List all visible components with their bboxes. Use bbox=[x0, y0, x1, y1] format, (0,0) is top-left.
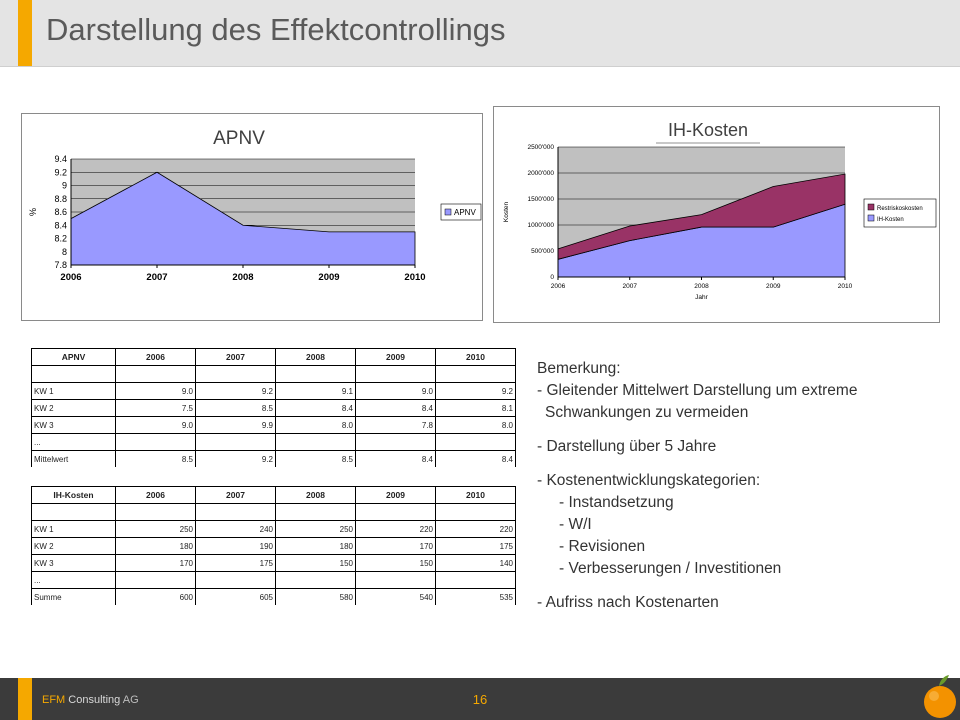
y-axis-label: Kosten bbox=[503, 201, 510, 223]
y-tick-label: 9 bbox=[61, 180, 67, 191]
table-cell: 8.0 bbox=[276, 417, 356, 434]
company-ag: AG bbox=[122, 694, 139, 706]
table-header-cell: 2006 bbox=[116, 349, 196, 366]
table-header-cell: 2009 bbox=[356, 487, 436, 504]
chart-title-underline bbox=[656, 142, 760, 144]
y-tick-label: 8.8 bbox=[54, 193, 67, 204]
apnv-chart bbox=[21, 113, 483, 321]
company-name bbox=[42, 694, 139, 706]
table-cell: 8.4 bbox=[356, 400, 436, 417]
table-cell bbox=[356, 504, 436, 521]
table-header-cell: IH-Kosten bbox=[32, 487, 116, 504]
header-accent-bar bbox=[18, 0, 32, 66]
table-cell: 605 bbox=[196, 589, 276, 606]
table-header-cell: 2008 bbox=[276, 349, 356, 366]
table-cell: ... bbox=[32, 434, 116, 451]
table-row bbox=[32, 383, 516, 400]
table-cell: 540 bbox=[356, 589, 436, 606]
table-cell bbox=[436, 572, 516, 589]
table-cell: 9.2 bbox=[436, 383, 516, 400]
table-header-cell: 2006 bbox=[116, 487, 196, 504]
table-cell: KW 1 bbox=[32, 383, 116, 400]
y-tick-label: 7.8 bbox=[54, 260, 67, 270]
table-cell: 8.1 bbox=[436, 400, 516, 417]
ih-kosten-table bbox=[31, 486, 516, 605]
table-cell: 250 bbox=[276, 521, 356, 538]
x-tick-label: 2008 bbox=[232, 272, 254, 283]
remark-category-investitionen: - Verbesserungen / Investitionen bbox=[559, 560, 782, 577]
table-cell: 9.2 bbox=[196, 383, 276, 400]
table-cell: 8.5 bbox=[196, 400, 276, 417]
x-tick-label: 2007 bbox=[622, 283, 637, 290]
table-cell: 240 bbox=[196, 521, 276, 538]
table-cell: 8.5 bbox=[276, 451, 356, 468]
table-cell: 180 bbox=[116, 538, 196, 555]
table-cell bbox=[276, 572, 356, 589]
table-cell bbox=[32, 366, 116, 383]
table-cell: 8.4 bbox=[356, 451, 436, 468]
page-title: Darstellung des Effektcontrollings bbox=[46, 12, 506, 47]
table-cell: 140 bbox=[436, 555, 516, 572]
remark-category-revisionen: - Revisionen bbox=[559, 538, 646, 555]
table-cell bbox=[436, 366, 516, 383]
x-tick-label: 2010 bbox=[404, 272, 426, 283]
y-tick-label: 8 bbox=[61, 246, 67, 257]
table-row bbox=[32, 555, 516, 572]
x-tick-label: 2009 bbox=[318, 272, 340, 283]
table-cell bbox=[196, 572, 276, 589]
table-row bbox=[32, 451, 516, 468]
y-tick-label: 1000'000 bbox=[527, 222, 554, 230]
table-cell: Mittelwert bbox=[32, 451, 116, 468]
table-cell: KW 1 bbox=[32, 521, 116, 538]
table-cell: 220 bbox=[356, 521, 436, 538]
table-cell: Summe bbox=[32, 589, 116, 606]
y-tick-label: 2000'000 bbox=[527, 170, 554, 178]
remark-moving-average-cont: Schwankungen zu vermeiden bbox=[545, 404, 749, 421]
table-cell: 150 bbox=[356, 555, 436, 572]
table-cell bbox=[196, 434, 276, 451]
y-tick-label: 0 bbox=[550, 274, 554, 282]
legend-swatch bbox=[868, 204, 874, 210]
table-cell: 8.4 bbox=[276, 400, 356, 417]
slide-header bbox=[0, 0, 960, 67]
table-cell: 600 bbox=[116, 589, 196, 606]
x-tick-label: 2006 bbox=[60, 272, 82, 283]
table-cell bbox=[436, 434, 516, 451]
page-number: 16 bbox=[472, 692, 488, 707]
y-tick-label: 1500'000 bbox=[527, 196, 554, 204]
y-tick-label: 8.4 bbox=[54, 220, 67, 231]
legend-label: IH-Kosten bbox=[877, 217, 904, 223]
table-cell: 9.0 bbox=[116, 417, 196, 434]
remark-cost-categories: - Kostenentwicklungskategorien: bbox=[537, 472, 761, 489]
table-cell: 9.0 bbox=[356, 383, 436, 400]
table-cell: 7.8 bbox=[356, 417, 436, 434]
chart-title: APNV bbox=[213, 128, 265, 149]
table-cell bbox=[116, 434, 196, 451]
x-tick-label: 2007 bbox=[146, 272, 168, 283]
legend-swatch bbox=[445, 209, 451, 215]
table-header-cell: APNV bbox=[32, 349, 116, 366]
table-cell: 170 bbox=[116, 555, 196, 572]
table-row bbox=[32, 417, 516, 434]
company-consulting: Consulting bbox=[68, 694, 121, 706]
table-cell bbox=[356, 366, 436, 383]
table-cell bbox=[356, 572, 436, 589]
table-header-cell: 2007 bbox=[196, 487, 276, 504]
table-cell: KW 3 bbox=[32, 417, 116, 434]
apnv-chart-svg bbox=[22, 114, 482, 320]
x-tick-label: 2006 bbox=[550, 283, 566, 290]
footer-accent-bar bbox=[18, 678, 32, 720]
company-efm: EFM bbox=[42, 694, 66, 706]
x-axis-label: Jahr bbox=[695, 294, 708, 301]
table-cell bbox=[116, 572, 196, 589]
table-cell: KW 2 bbox=[32, 400, 116, 417]
table-cell bbox=[32, 504, 116, 521]
legend-label: APNV bbox=[454, 208, 476, 217]
table-cell bbox=[116, 504, 196, 521]
table-cell: KW 3 bbox=[32, 555, 116, 572]
orange-logo-icon bbox=[920, 672, 960, 720]
table-cell bbox=[196, 504, 276, 521]
y-tick-label: 2500'000 bbox=[527, 144, 554, 152]
table-cell: 250 bbox=[116, 521, 196, 538]
remark-category-wi: - W/I bbox=[559, 516, 592, 533]
y-tick-label: 9.2 bbox=[54, 167, 67, 178]
table-cell: 8.0 bbox=[436, 417, 516, 434]
table-cell bbox=[356, 434, 436, 451]
table-row bbox=[32, 400, 516, 417]
slide-footer bbox=[0, 678, 960, 720]
table-cell: ... bbox=[32, 572, 116, 589]
table-cell: 8.5 bbox=[116, 451, 196, 468]
legend-swatch bbox=[868, 215, 874, 221]
table-cell: 150 bbox=[276, 555, 356, 572]
table-cell: 220 bbox=[436, 521, 516, 538]
legend-label: Restriskoskosten bbox=[877, 206, 923, 212]
apnv-table bbox=[31, 348, 516, 467]
table-cell: 175 bbox=[436, 538, 516, 555]
table-row bbox=[32, 366, 516, 383]
table-cell: 8.4 bbox=[436, 451, 516, 468]
remark-cost-types: - Aufriss nach Kostenarten bbox=[537, 594, 719, 611]
x-tick-label: 2010 bbox=[837, 283, 853, 290]
table-cell bbox=[116, 366, 196, 383]
table-row bbox=[32, 434, 516, 451]
ih-kosten-chart bbox=[493, 106, 940, 323]
table-cell: 175 bbox=[196, 555, 276, 572]
table-row bbox=[32, 589, 516, 606]
table-header-cell: 2007 bbox=[196, 349, 276, 366]
table-row bbox=[32, 504, 516, 521]
y-tick-label: 500'000 bbox=[531, 248, 554, 256]
remarks-heading: Bemerkung: bbox=[537, 360, 621, 377]
table-cell: 535 bbox=[436, 589, 516, 606]
y-tick-label: 8.6 bbox=[54, 207, 67, 217]
y-tick-label: 9.4 bbox=[54, 154, 67, 164]
table-row bbox=[32, 521, 516, 538]
table-header-cell: 2009 bbox=[356, 349, 436, 366]
remarks-block bbox=[537, 358, 937, 614]
ih-kosten-chart-svg bbox=[494, 107, 939, 322]
y-tick-label: 8.2 bbox=[54, 233, 67, 244]
x-tick-label: 2008 bbox=[694, 283, 709, 290]
table-cell: 9.0 bbox=[116, 383, 196, 400]
table-cell: 9.9 bbox=[196, 417, 276, 434]
table-header-cell: 2010 bbox=[436, 487, 516, 504]
table-cell bbox=[436, 504, 516, 521]
y-axis-label: % bbox=[28, 207, 38, 217]
table-cell: 180 bbox=[276, 538, 356, 555]
table-cell: 190 bbox=[196, 538, 276, 555]
table-cell bbox=[276, 504, 356, 521]
chart-title: IH-Kosten bbox=[667, 120, 749, 140]
table-header-cell: 2010 bbox=[436, 349, 516, 366]
table-cell bbox=[276, 434, 356, 451]
remark-five-years: - Darstellung über 5 Jahre bbox=[537, 438, 717, 455]
table-cell bbox=[196, 366, 276, 383]
table-header-cell: 2008 bbox=[276, 487, 356, 504]
table-cell: 9.2 bbox=[196, 451, 276, 468]
table-cell: 7.5 bbox=[116, 400, 196, 417]
table-cell: 9.1 bbox=[276, 383, 356, 400]
table-cell bbox=[276, 366, 356, 383]
table-header-row bbox=[32, 487, 516, 504]
table-header-row bbox=[32, 349, 516, 366]
table-cell: KW 2 bbox=[32, 538, 116, 555]
remark-moving-average: - Gleitender Mittelwert Darstellung um extreme bbox=[537, 382, 858, 399]
table-row bbox=[32, 538, 516, 555]
x-tick-label: 2009 bbox=[766, 283, 781, 290]
table-row bbox=[32, 572, 516, 589]
remark-category-instandsetzung: - Instandsetzung bbox=[559, 494, 674, 511]
table-cell: 580 bbox=[276, 589, 356, 606]
table-cell: 170 bbox=[356, 538, 436, 555]
